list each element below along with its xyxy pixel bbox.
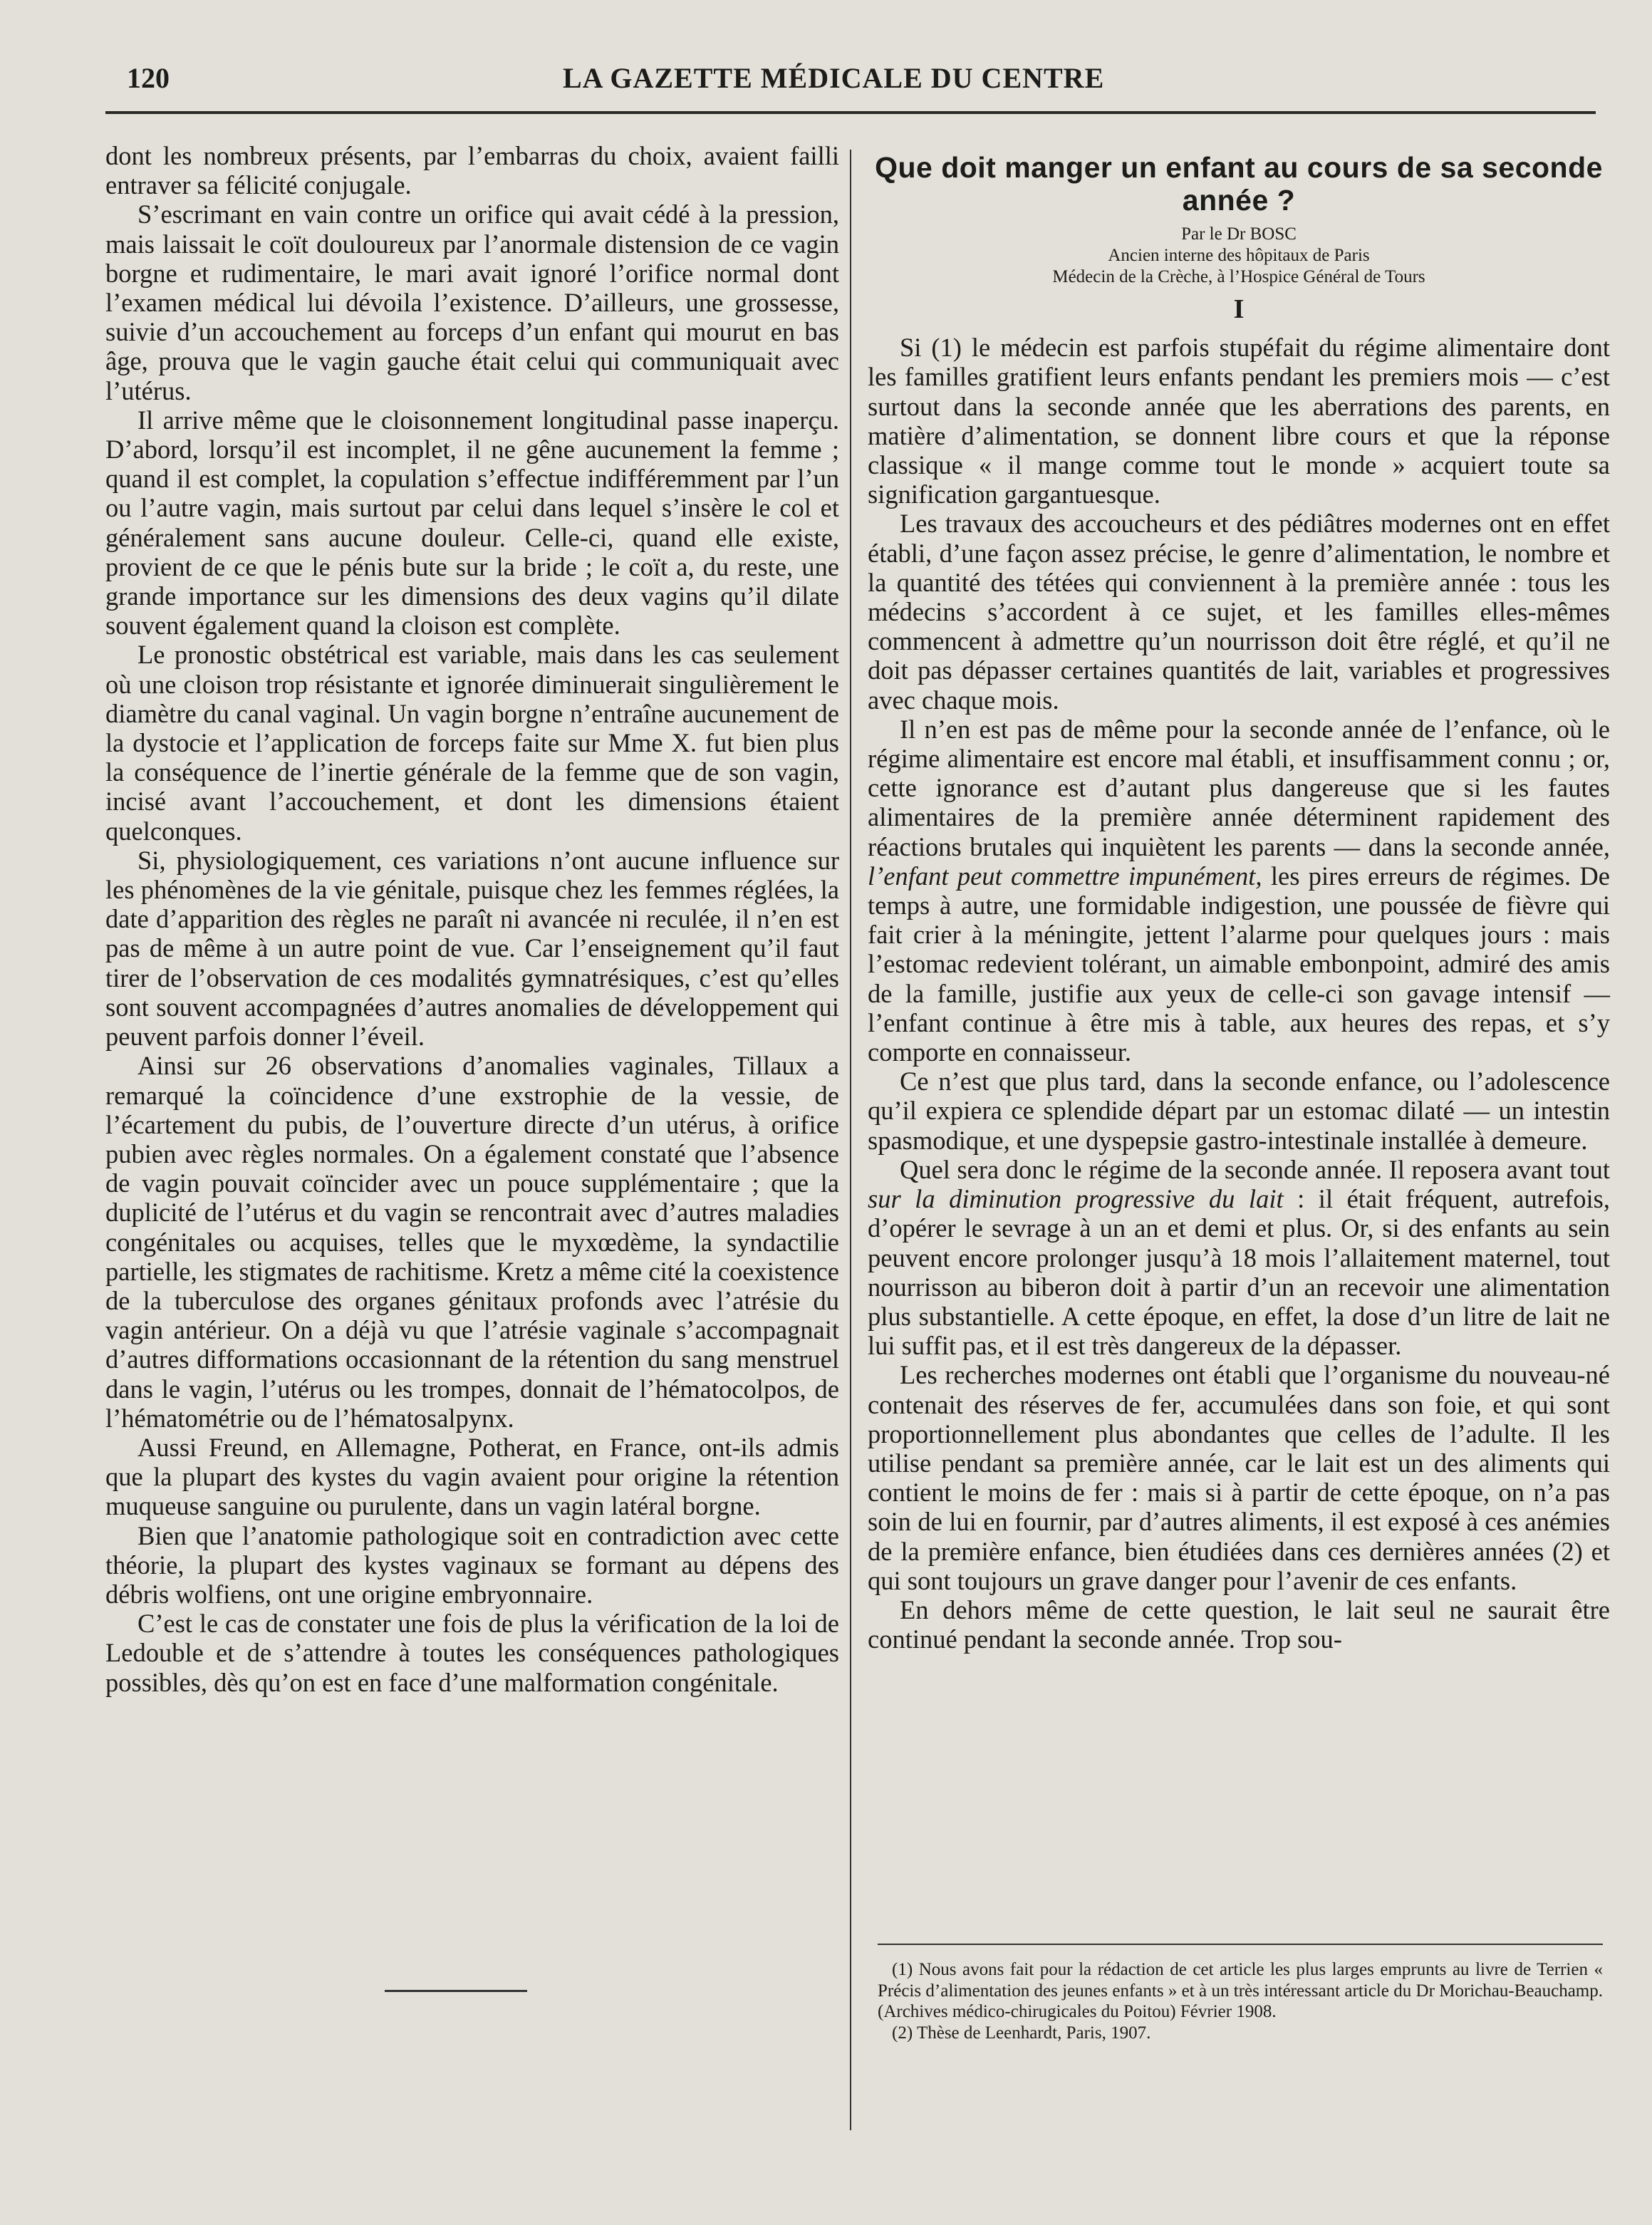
footnotes: [878, 1959, 1603, 2043]
right-column: [868, 151, 1610, 1654]
paragraph: Bien que l’anatomie pathologique soit en contradiction avec cette théorie, la plupart des kystes vaginaux se formant au dépens des débris wolfiens, ont une origine embryonnaire.: [105, 1520, 839, 1609]
italic-text: l’enfant peut commettre impunément,: [868, 861, 1262, 891]
text-run: : il était fréquent, autrefois, d’opérer le sevrage à un an et demi et plus. Or, si des enfants au sein peuvent encore prolonger jusqu’à 18 mois l’allaitement maternel, tout nourrisson au biberon doit à partir d’un an recevoir une alimentation plus substantielle. A cette époque, en effet, la dose d’un litre de lait ne lui suffit pas, et il est très dangereux de la dépasser.: [868, 1184, 1611, 1361]
left-column: [105, 141, 839, 1697]
page-number: 120: [127, 62, 170, 94]
footnote: (2) Thèse de Leenhardt, Paris, 1907.: [892, 2023, 1151, 2043]
article-end-rule: [385, 1990, 527, 1992]
paragraph: Ainsi sur 26 observations d’anomalies vaginales, Tillaux a remarqué la coïncidence d’une exstrophie de la vessie, de l’écartement du pubis, de l’ouverture directe d’un utérus, à orifice pubien avec règles normales. On a également constaté que l’absence de vagin pouvait coïncider avec un pouce supplémentaire ; que la duplicité de l’utérus et du vagin se rencontrait avec d’autres maladies congénitales ou acquises, telles que le myxœdème, la syndactilie partielle, les stigmates de rachitisme. Kretz a même cité la coexistence de la tuberculose des organes génitaux profonds avec l’atrésie du vagin antérieur. On a déjà vu que l’atrésie vaginale s’accompagnait d’autres difformations occasionnant de la rétention du sang menstruel dans le vagin, l’utérus ou les trompes, donnait de l’hématocolpos, de l’hématométrie ou de l’hématosalpynx.: [105, 1051, 839, 1433]
article-title: Que doit manger un enfant au cours de sa seconde année ?: [875, 151, 1603, 217]
header-rule: [105, 111, 1596, 114]
paragraph: S’escrimant en vain contre un orifice qui avait cédé à la pression, mais laissait le coït douloureux par l’anormale distension de ce vagin borgne et rudimentaire, le mari avait ignoré l’orifice normal dont l’examen médical lui dévoila l’existence. D’ailleurs, une grossesse, suivie d’un accouchement au forceps d’un enfant qui mourut en bas âge, prouva que le vagin gauche était celui qui communiquait avec l’utérus.: [105, 199, 839, 405]
text-run: Quel sera donc le régime de la seconde année. Il reposera avant tout: [900, 1154, 1610, 1184]
running-title: LA GAZETTE MÉDICALE DU CENTRE: [563, 62, 1105, 94]
author-affiliation: Médecin de la Crèche, à l’Hospice Général de Tours: [1052, 267, 1425, 286]
text-run: Il n’en est pas de même pour la seconde année de l’enfance, où le régime alimentaire est encore mal établi, et insuffisamment connu ; or, cette ignorance est d’autant plus dangereuse que si les fautes alimentaires de la première année déterminent rapidement des réactions brutales qui inquiètent les parents — dans la seconde année,: [868, 714, 1610, 861]
author-affiliation: Ancien interne des hôpitaux de Paris: [1108, 246, 1370, 265]
text-run: les pires erreurs de régimes. De temps à autre, une formidable indigestion, une poussée de fièvre qui fait crier à la méningite, jettent l’alarme pour quelques jours : mais l’estomac redevient tolérant, un aimable embonpoint, admiré des amis de la famille, justifie aux yeux de celle-ci son gavage intensif — l’enfant continue à être mis à table, aux heures des repas, et s’y comporte en connaisseur.: [868, 861, 1610, 1067]
paragraph: Ce n’est que plus tard, dans la seconde enfance, ou l’adolescence qu’il expiera ce splendide départ par un estomac dilaté — un intestin spasmodique, et une dyspepsie gastro-intestinale installée à demeure.: [868, 1067, 1610, 1155]
paragraph: [868, 1155, 1610, 1360]
paragraph: Aussi Freund, en Allemagne, Potherat, en France, ont-ils admis que la plupart des kystes du vagin avaient pour origine la rétention muqueuse sanguine ou purulente, dans un vagin latéral borgne.: [105, 1432, 839, 1521]
paragraph: dont les nombreux présents, par l’embarras du choix, avaient failli entraver sa félicité conjugale.: [105, 141, 839, 200]
section-numeral: I: [1233, 294, 1245, 324]
column-divider: [850, 150, 851, 2130]
paragraph: [868, 715, 1610, 1067]
paragraph: Si, physiologiquement, ces variations n’ont aucune influence sur les phénomènes de la vie génitale, puisque chez les femmes réglées, la date d’apparition des règles ne paraît ni avancée ni reculée, il n’en est pas de même à un autre point de vue. Car l’enseignement qu’il faut tirer de l’observation de ces modalités gymnatrésiques, c’est qu’elles sont souvent accompagnées d’autres anomalies de développement qui peuvent parfois donner l’éveil.: [105, 845, 839, 1052]
paragraph: Le pronostic obstétrical est variable, mais dans les cas seulement où une cloison trop résistante et ignorée diminuerait singulièrement le diamètre du canal vaginal. Un vagin borgne n’entraîne aucunement de la dystocie et l’application de forceps faite sur Mme X. fut bien plus la conséquence de l’inertie générale de la femme que de son vagin, incisé avant l’accouchement, et dont les dimensions étaient quelconques.: [105, 640, 839, 846]
paragraph: Les recherches modernes ont établi que l’organisme du nouveau-né contenait des réserves de fer, accumulées dans son foie, et qui sont proportionnellement plus abondantes que celles de l’adulte. Il les utilise pendant sa première année, car le lait est un des aliments qui contient le moins de fer : mais si à partir de cette époque, on n’a pas soin de lui en fournir, par d’autres aliments, il est exposé à ces anémies de la première enfance, bien étudiées dans ces dernières années (2) et qui sont toujours un grave danger pour l’avenir de ces enfants.: [868, 1360, 1610, 1595]
paragraph: Il arrive même que le cloisonnement longitudinal passe inaperçu. D’abord, lorsqu’il est incomplet, il ne gêne aucunement la femme ; quand il est complet, la copulation s’effectue indifféremment par l’un ou l’autre vagin, mais surtout par celui dans lequel s’insère le col et généralement sans aucune douleur. Celle-ci, quand elle existe, provient de ce que le pénis bute sur la bride ; le coït a, du reste, une grande importance sur les dimensions des deux vagins qu’il dilate souvent également quand la cloison est complète.: [105, 405, 839, 640]
footnote: (1) Nous avons fait pour la rédaction de cet article les plus larges emprunts au livre de Terrien « Précis d’alimentation des jeunes enfants » et à un très intéressant article du Dr Morichau-Beauchamp. (Archives médico-chirugicales du Poitou) Février 1908.: [878, 1960, 1603, 2021]
paragraph: C’est le cas de constater une fois de plus la vérification de la loi de Ledouble et de s’attendre à toutes les conséquences pathologiques possibles, dès qu’on est en face d’une malformation congénitale.: [105, 1609, 839, 1697]
italic-text: sur la diminution progressive du lait: [868, 1184, 1284, 1214]
paragraph: Si (1) le médecin est parfois stupéfait du régime alimentaire dont les familles gratifient leurs enfants pendant les premiers mois — c’est surtout dans la seconde année que les aberrations des parents, en matière d’alimentation, se donnent libre cours et que la réponse classique « il mange comme tout le monde » acquiert toute sa signification gargantuesque.: [868, 333, 1610, 509]
author-byline: Par le Dr BOSC: [1181, 224, 1297, 244]
paragraph: En dehors même de cette question, le lait seul ne saurait être continué pendant la seconde année. Trop sou-: [868, 1594, 1610, 1654]
paragraph: Les travaux des accoucheurs et des pédiâtres modernes ont en effet établi, d’une façon assez précise, le genre d’alimentation, le nombre et la quantité des tétées qui conviennent à la première année : tous les médecins s’accordent à ce sujet, et les familles elles-mêmes commencent à admettre qu’un nourrisson doit être réglé, et qu’il ne doit pas dépasser certaines quantités de lait, variables et progressives avec chaque mois.: [868, 509, 1610, 715]
footnote-rule: [878, 1944, 1603, 1945]
